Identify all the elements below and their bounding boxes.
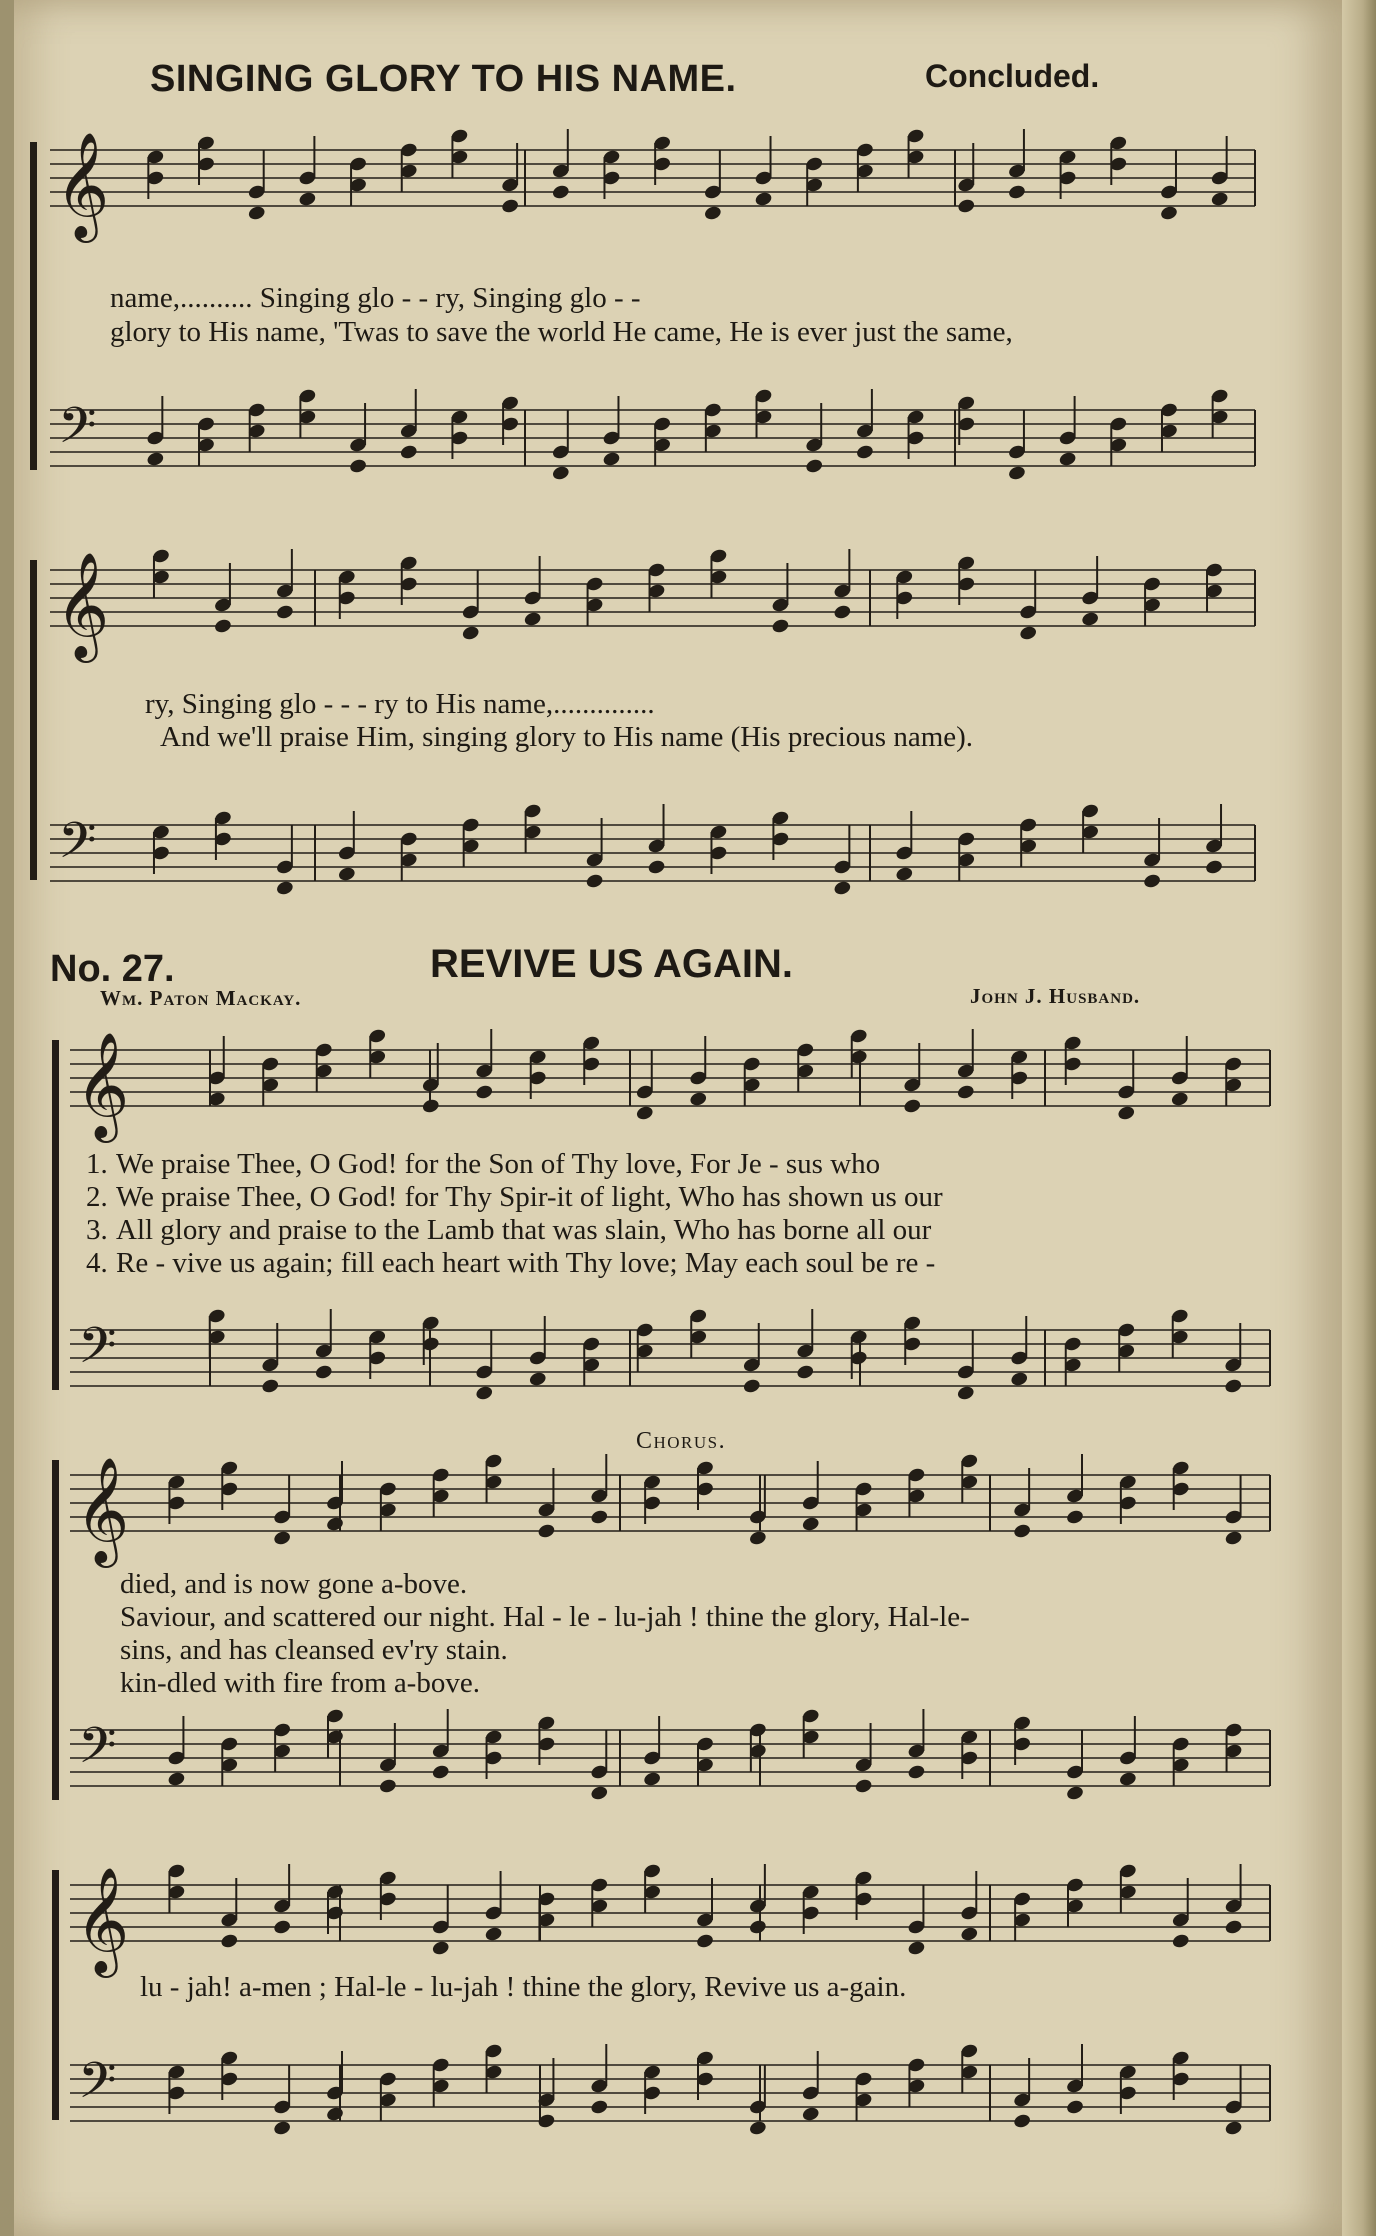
note-head <box>590 1785 609 1802</box>
bass-clef: 𝄢 <box>78 1317 117 1387</box>
system-bracket <box>52 1460 59 1800</box>
note-head <box>907 1940 926 1957</box>
note-head <box>461 625 480 642</box>
note-head <box>431 1940 450 1957</box>
note-head <box>771 618 790 635</box>
note-head <box>796 1364 815 1381</box>
note-head <box>957 198 976 215</box>
note-head <box>585 873 604 890</box>
system-bracket <box>30 560 37 880</box>
note-head <box>833 604 852 621</box>
note-head <box>475 1084 494 1101</box>
verse-number: 1. <box>86 1148 108 1180</box>
note-head <box>146 451 165 468</box>
note-head <box>748 1919 767 1936</box>
note-head <box>1170 1091 1189 1108</box>
note-head <box>643 1771 662 1788</box>
note-head <box>1118 1771 1137 1788</box>
verse-text: Re - vive us again; fill each heart with Thy love; May each soul be re - <box>116 1247 936 1279</box>
bass-clef: 𝄢 <box>78 2052 117 2122</box>
lyric-line: lu - jah! a-men ; Hal-le - lu-jah ! thine the glory, Revive us a-gain. <box>140 1971 907 2003</box>
note-head <box>590 2099 609 2116</box>
note-head <box>1171 1933 1190 1950</box>
note-head <box>833 880 852 897</box>
note-head <box>754 191 773 208</box>
note-head <box>501 198 520 215</box>
note-head <box>1013 1523 1032 1540</box>
note-head <box>1007 465 1026 482</box>
note-head <box>960 1926 979 1943</box>
verse-line <box>86 1150 880 1179</box>
note-head <box>484 1926 503 1943</box>
note-head <box>378 1778 397 1795</box>
treble-clef: 𝄞 <box>75 1031 130 1138</box>
lyric-line: ry, Singing glo - - - ry to His name,.............. <box>145 688 655 720</box>
lyric-line: name,.......... Singing glo - - ry, Singing glo - - <box>110 282 641 314</box>
note-head <box>167 1771 186 1788</box>
treble-clef: 𝄞 <box>75 1456 130 1563</box>
verse-line <box>86 1216 931 1245</box>
lyricist-credit: Wm. Paton Mackay. <box>100 986 302 1010</box>
note-head <box>1019 625 1038 642</box>
note-head <box>1210 191 1229 208</box>
verse-text: We praise Thee, O God! for the Son of Thy love, For Je - sus who <box>116 1148 881 1180</box>
note-head <box>1143 873 1162 890</box>
lyric-line: sins, and has cleansed ev'ry stain. <box>120 1634 508 1666</box>
note-head <box>273 1530 292 1547</box>
verse-number: 3. <box>86 1214 108 1246</box>
note-head <box>1013 2113 1032 2130</box>
note-head <box>703 205 722 222</box>
note-head <box>1007 184 1026 201</box>
note-head <box>1224 2120 1243 2137</box>
note-head <box>523 611 542 628</box>
verse-number: 2. <box>86 1181 108 1213</box>
note-head <box>273 1919 292 1936</box>
system-bracket <box>52 1040 59 1390</box>
note-head <box>1117 1105 1136 1122</box>
note-head <box>801 2106 820 2123</box>
verse-line <box>86 1183 943 1212</box>
note-head <box>1081 611 1100 628</box>
note-head <box>337 866 356 883</box>
system-bracket <box>52 1870 59 2120</box>
note-head <box>551 184 570 201</box>
note-head <box>1065 1509 1084 1526</box>
lyric-line: glory to His name, 'Twas to save the world He came, He is ever just the same, <box>110 316 1013 348</box>
note-head <box>956 1084 975 1101</box>
note-head <box>854 1778 873 1795</box>
note-head <box>695 1933 714 1950</box>
note-head <box>1065 1785 1084 1802</box>
hymn-title: REVIVE US AGAIN. <box>430 942 794 986</box>
lyric-line: kin-dled with fire from a-bove. <box>120 1667 480 1699</box>
note-head <box>275 604 294 621</box>
note-head <box>907 1764 926 1781</box>
verse-number: 4. <box>86 1247 108 1279</box>
note-head <box>399 444 418 461</box>
note-head <box>590 1509 609 1526</box>
note-head <box>956 1385 975 1402</box>
note-head <box>213 618 232 635</box>
note-head <box>298 191 317 208</box>
note-head <box>1058 451 1077 468</box>
note-head <box>421 1098 440 1115</box>
bass-clef: 𝄢 <box>78 1717 117 1787</box>
note-head <box>1159 205 1178 222</box>
note-head <box>431 1764 450 1781</box>
lyric-line: And we'll praise Him, singing glory to His name (His precious name). <box>160 721 974 753</box>
verse-text: All glory and praise to the Lamb that was slain, Who has borne all our <box>116 1214 932 1246</box>
note-head <box>1224 1530 1243 1547</box>
chorus-label: Chorus. <box>636 1428 727 1454</box>
lyric-line: Saviour, and scattered our night. Hal - le - lu-jah ! thine the glory, Hal-le- <box>120 1601 970 1633</box>
verse-text: We praise Thee, O God! for Thy Spir-it of light, Who has shown us our <box>116 1181 943 1213</box>
bass-clef: 𝄢 <box>58 812 97 882</box>
note-head <box>314 1364 333 1381</box>
note-head <box>273 2120 292 2137</box>
note-head <box>647 859 666 876</box>
note-head <box>1224 1919 1243 1936</box>
hymn-number: No. 27. <box>50 948 175 990</box>
system-bracket <box>30 142 37 470</box>
note-head <box>635 1105 654 1122</box>
note-head <box>220 1933 239 1950</box>
verse-line <box>86 1249 935 1278</box>
note-head <box>1224 1378 1243 1395</box>
note-head <box>1010 1371 1029 1388</box>
note-head <box>275 880 294 897</box>
note-head <box>602 451 621 468</box>
note-head <box>742 1378 761 1395</box>
note-head <box>689 1091 708 1108</box>
note-head <box>325 2106 344 2123</box>
note-head <box>348 458 367 475</box>
note-head <box>1065 2099 1084 2116</box>
treble-clef: 𝄞 <box>55 551 110 658</box>
note-head <box>1204 859 1223 876</box>
bass-clef: 𝄢 <box>58 397 97 467</box>
note-head <box>325 1516 344 1533</box>
note-head <box>551 465 570 482</box>
composer-credit: John J. Husband. <box>970 984 1141 1008</box>
note-head <box>895 866 914 883</box>
note-head <box>528 1371 547 1388</box>
note-head <box>748 1530 767 1547</box>
note-head <box>475 1385 494 1402</box>
note-head <box>805 458 824 475</box>
concluded-label: Concluded. <box>925 58 1100 94</box>
note-head <box>801 1516 820 1533</box>
note-head <box>748 2120 767 2137</box>
note-head <box>261 1378 280 1395</box>
lyric-line: died, and is now gone a-bove. <box>120 1568 468 1600</box>
note-head <box>855 444 874 461</box>
note-head <box>537 1523 556 1540</box>
treble-clef: 𝄞 <box>55 131 110 238</box>
note-head <box>903 1098 922 1115</box>
treble-clef: 𝄞 <box>75 1866 130 1973</box>
note-head <box>247 205 266 222</box>
song-title-concluded: SINGING GLORY TO HIS NAME. <box>150 58 737 100</box>
